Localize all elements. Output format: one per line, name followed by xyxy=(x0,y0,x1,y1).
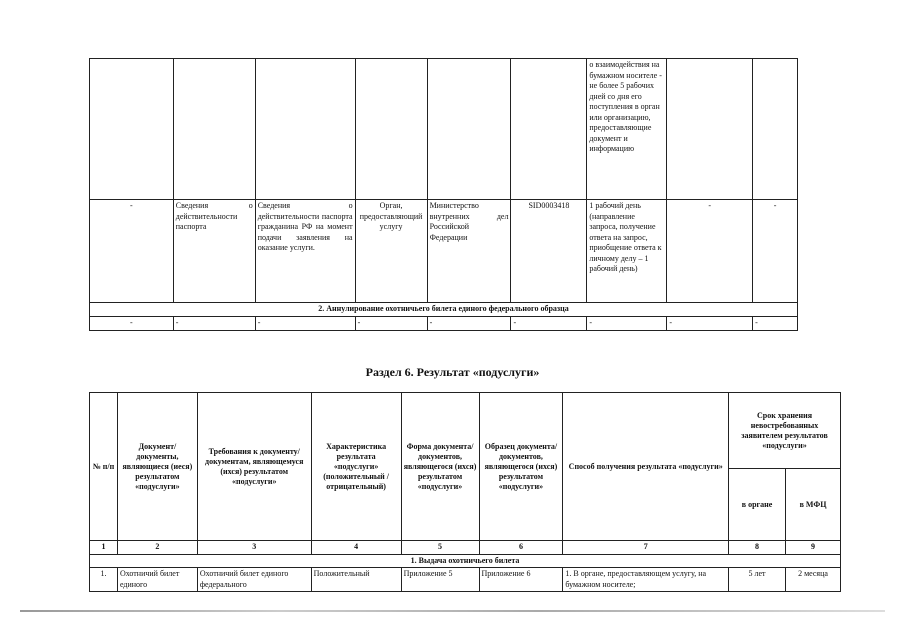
table-cell: - xyxy=(667,316,753,330)
section-row xyxy=(90,303,798,317)
table-row xyxy=(90,200,798,303)
table-cell: Сведения о действительности паспорта xyxy=(173,200,255,303)
table-cell: Приложение 5 xyxy=(401,568,479,592)
header-form: Форма документа/документов, являющегося (ихся) результатом «подуслуги» xyxy=(401,393,479,541)
header-storage: Срок хранения невостребованных заявителем результатов «подуслуги» xyxy=(729,393,841,469)
header-method: Способ получения результата «подуслуги» xyxy=(563,393,729,541)
column-number: 5 xyxy=(401,541,479,555)
table-cell: Приложение 6 xyxy=(479,568,563,592)
table-cell: 1. В органе, предоставляющем услугу, на бумажном носителе; xyxy=(563,568,729,592)
table-cell: Положительный xyxy=(311,568,401,592)
table-cell: - xyxy=(753,200,798,303)
column-numbers-row xyxy=(90,541,841,555)
table-cell: - xyxy=(173,316,255,330)
column-number: 6 xyxy=(479,541,563,555)
section-title: 2. Аннулирование охотничьего билета единого федерального образца xyxy=(90,303,798,317)
table-cell: Сведения о действительности паспорта гражданина РФ на момент подачи заявления на оказание услуги. xyxy=(255,200,355,303)
header-storage-mfc: в МФЦ xyxy=(786,469,841,541)
column-number: 7 xyxy=(563,541,729,555)
table-cell: 1 рабочий день (направление запроса, получение ответа на запрос, приобщение ответа к личному делу – 1 рабочий день) xyxy=(587,200,667,303)
header-requirements: Требования к документу/документам, являющемуся (ихся) результатом «подуслуги» xyxy=(197,393,311,541)
column-number: 8 xyxy=(729,541,786,555)
table-row xyxy=(90,59,798,200)
table-cell: - xyxy=(753,316,798,330)
interaction-deadline-cell: о взаимодействия на бумажном носителе - не более 5 рабочих дней со дня его поступления в орган или организацию, предоставляющие документ и информацию xyxy=(587,59,667,200)
table-cell: - xyxy=(511,316,587,330)
table-row xyxy=(90,316,798,330)
column-number: 4 xyxy=(311,541,401,555)
header-characteristic: Характеристика результата «подуслуги» (положительный /отрицательный) xyxy=(311,393,401,541)
section-title: 1. Выдача охотничьего билета xyxy=(90,554,841,568)
header-sample: Образец документа/документов, являющегося (ихся) результатом «подуслуги» xyxy=(479,393,563,541)
table-cell: - xyxy=(667,200,753,303)
table-cell: Охотничий билет единого федерального xyxy=(197,568,311,592)
section-heading: Раздел 6. Результат «подуслуги» xyxy=(365,365,540,379)
column-number: 1 xyxy=(90,541,118,555)
table-cell: - xyxy=(255,316,355,330)
column-number: 3 xyxy=(197,541,311,555)
header-number: № п/п xyxy=(90,393,118,541)
table-cell: Орган, предоставляющий услугу xyxy=(355,200,427,303)
section-row xyxy=(90,554,841,568)
table-cell: - xyxy=(90,316,174,330)
table-cell: - xyxy=(427,316,511,330)
scan-edge-line xyxy=(20,610,885,612)
table-cell: Министерство внутренних дел Российской Федерации xyxy=(427,200,511,303)
table-cell: - xyxy=(90,200,174,303)
table-cell: - xyxy=(587,316,667,330)
results-table xyxy=(89,392,841,592)
table-cell: 1. xyxy=(90,568,118,592)
header-storage-organ: в органе xyxy=(729,469,786,541)
column-number: 9 xyxy=(786,541,841,555)
table-cell: 2 месяца xyxy=(786,568,841,592)
header-document: Документ/документы, являющиеся (иеся) результатом «подуслуги» xyxy=(117,393,197,541)
table-cell: SID0003418 xyxy=(511,200,587,303)
table-cell: Охотничий билет единого xyxy=(117,568,197,592)
table-cell: 5 лет xyxy=(729,568,786,592)
table-cell: - xyxy=(355,316,427,330)
column-number: 2 xyxy=(117,541,197,555)
table-row xyxy=(90,568,841,592)
requests-table xyxy=(89,58,798,331)
